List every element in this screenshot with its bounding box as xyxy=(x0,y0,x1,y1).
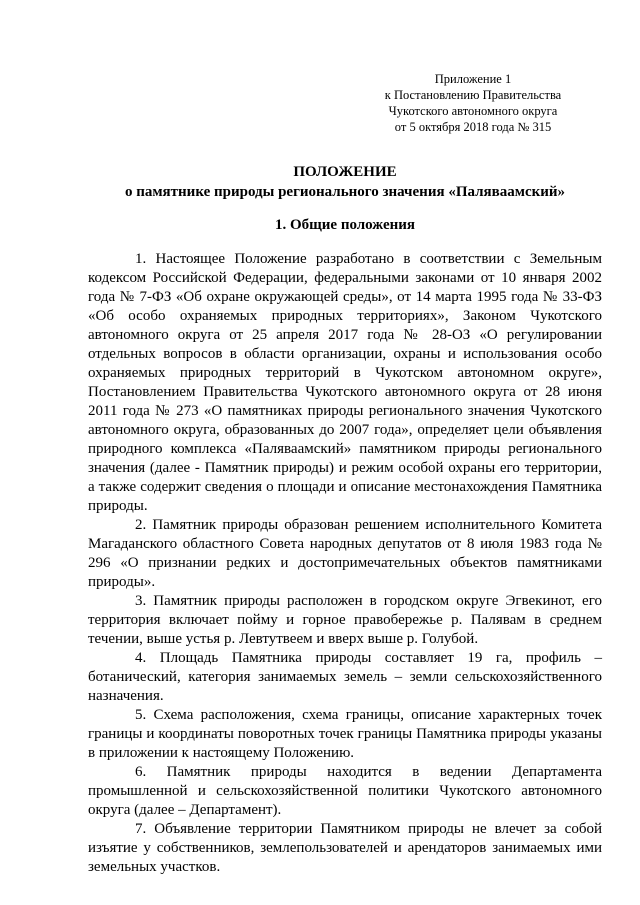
document-title-line-2: о памятнике природы регионального значения «Паляваамский» xyxy=(124,184,566,200)
appendix-header xyxy=(368,71,578,135)
document-title xyxy=(60,162,630,202)
paragraph-7: 7. Объявление территории Памятником природы не влечет за собой изъятие у собственников, землепользователей и арендаторов занимаемых ими земельных участков. xyxy=(88,821,602,875)
paragraph-5: 5. Схема расположения, схема границы, описание характерных точек границы и координаты поворотных точек границы Памятника природы указаны в приложении к настоящему Положению. xyxy=(88,707,602,761)
section-heading: 1. Общие положения xyxy=(274,217,416,233)
document-body xyxy=(88,250,602,877)
paragraph-4: 4. Площадь Памятника природы составляет 19 га, профиль – ботанический, категория занимаемых земель – земли сельскохозяйственного назначения. xyxy=(88,650,602,704)
appendix-line-2: к Постановлению Правительства xyxy=(384,88,562,102)
paragraph-6: 6. Памятник природы находится в ведении Департамента промышленной и сельскохозяйственной политики Чукотского автономного округа (далее – Департамент). xyxy=(88,764,602,818)
paragraph-1: 1. Настоящее Положение разработано в соответствии с Земельным кодексом Российской Федерации, федеральными законами от 10 января 2002 года № 7-ФЗ «Об охране окружающей среды», от 14 марта 1995 года № 33-ФЗ «Об особо охраняемых природных территориях», Законом Чукотского автономного округа от 25 апреля 2017 года № 28-ОЗ «О регулировании отдельных вопросов в области организации, охраны и использования особо охраняемых природных территорий в Чукотском автономном округе», Постановлением Правительства Чукотского автономного округа от 28 июня 2011 года № 273 «О памятниках природы регионального значения Чукотского автономного округа, образованных до 2007 года», определяет цели объявления природного комплекса «Паляваамский» памятником природы регионального значения (далее - Памятник природы) и режим особой охраны его территории, а также содержит сведения о площади и описание местонахождения Памятника природы. xyxy=(88,251,602,514)
document-title-line-1: ПОЛОЖЕНИЕ xyxy=(293,164,397,180)
paragraph-2: 2. Памятник природы образован решением исполнительного Комитета Магаданского областного Совета народных депутатов от 8 июля 1983 года № 296 «О признании редких и достопримечательных объектов памятниками природы». xyxy=(88,517,602,590)
appendix-line-1: Приложение 1 xyxy=(434,72,512,86)
paragraph-3: 3. Памятник природы расположен в городском округе Эгвекинот, его территория включает пойму и горное правобережье р. Палявам в среднем течении, выше устья р. Левтутвеем и вверх выше р. Голубой. xyxy=(88,593,602,647)
appendix-line-4: от 5 октября 2018 года № 315 xyxy=(394,120,552,134)
appendix-line-3: Чукотского автономного округа xyxy=(388,104,558,118)
